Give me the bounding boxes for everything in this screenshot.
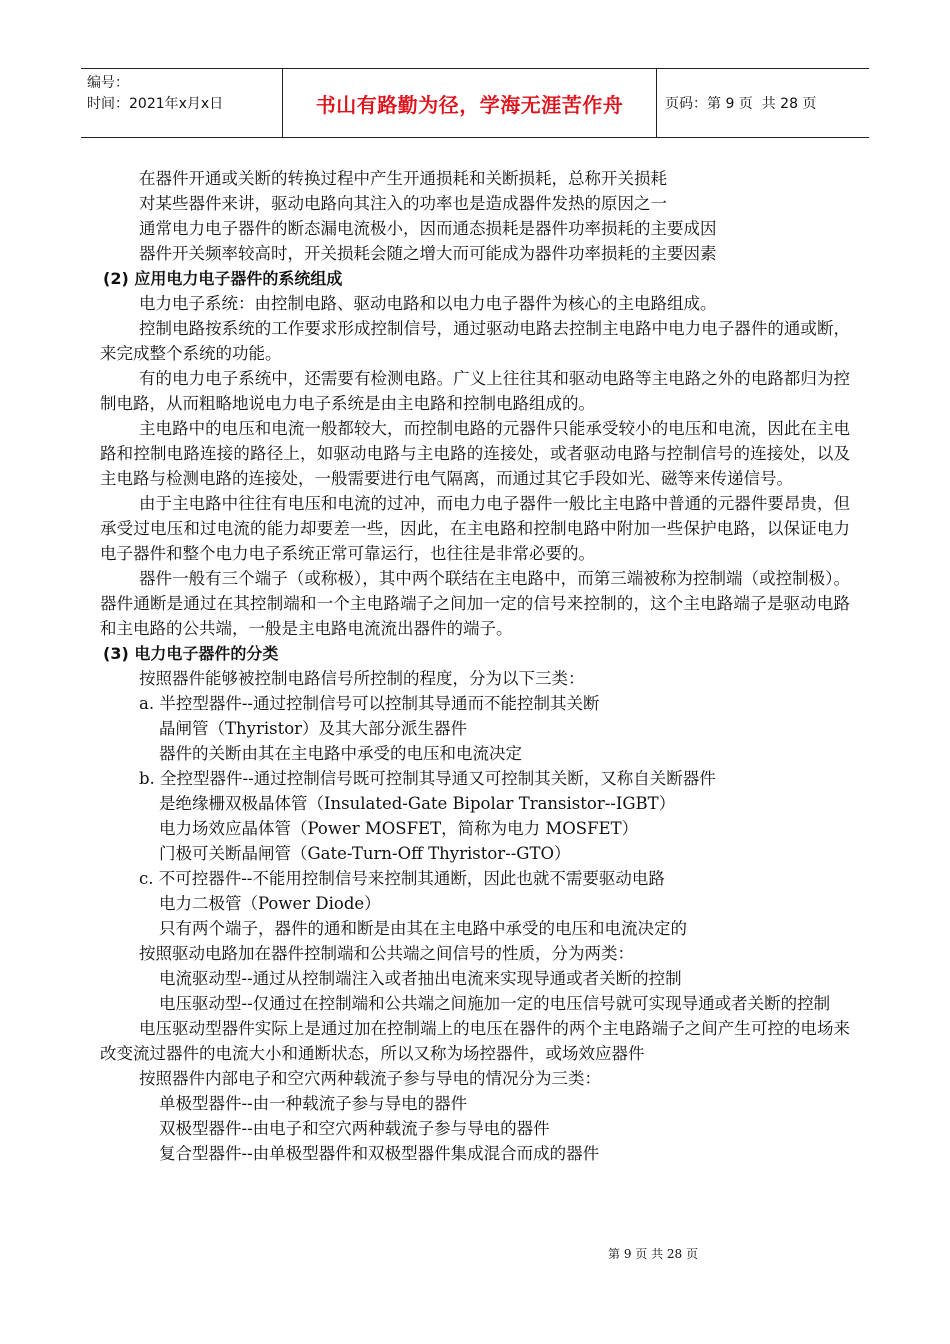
text-line: 器件开关频率较高时，开关损耗会随之增大而可能成为器件功率损耗的主要因素: [139, 244, 717, 263]
time-label: 时间：2021年x月x日: [87, 96, 224, 112]
header-meta: [81, 69, 283, 137]
paragraph: 有的电力电子系统中，还需要有检测电路。广义上往往其和驱动电路等主电路之外的电路都归为控制电路，从而粗略地说电力电子系统是由主电路和控制电路组成的。: [100, 369, 850, 413]
list-item-detail: 电流驱动型--通过从控制端注入或者抽出电流来实现导通或者关断的控制: [159, 969, 682, 988]
list-item-detail: 复合型器件--由单极型器件和双极型器件集成混合而成的器件: [159, 1144, 600, 1163]
paragraph: 器件一般有三个端子（或称极），其中两个联结在主电路中，而第三端被称为控制端（或控制极）。器件通断是通过在其控制端和一个主电路端子之间加一定的信号来控制的，这个主电路端子是驱动电路和主电路的公共端，一般是主电路电流流出器件的端子。: [100, 569, 850, 638]
list-item-detail: 晶闸管（Thyristor）及其大部分派生器件: [159, 719, 468, 738]
paragraph: 电压驱动型--仅通过在控制端和公共端之间施加一定的电压信号就可实现导通或者关断的控制: [159, 994, 831, 1013]
paragraph: 电压驱动型器件实际上是通过加在控制端上的电压在器件的两个主电路端子之间产生可控的电场来改变流过器件的电流大小和通断状态，所以又称为场控器件，或场效应器件: [100, 1019, 850, 1063]
paragraph: 由于主电路中往往有电压和电流的过冲，而电力电子器件一般比主电路中普通的元器件要昂贵，但承受过电压和过电流的能力却要差一些，因此，在主电路和控制电路中附加一些保护电路，以保证电力电子器件和整个电力电子系统正常可靠运行，也往往是非常必要的。: [100, 494, 850, 563]
text-line: 在器件开通或关断的转换过程中产生开通损耗和关断损耗，总称开关损耗: [139, 169, 667, 188]
page-info-text: 页码：第 9 页 共 28 页: [665, 96, 817, 112]
list-item-detail: 器件的关断由其在主电路中承受的电压和电流决定: [159, 744, 522, 763]
list-item-detail: 是绝缘栅双极晶体管（Insulated-Gate Bipolar Transistor--IGBT）: [159, 794, 676, 813]
text-line: 按照驱动电路加在器件控制端和公共端之间信号的性质，分为两类：: [139, 944, 634, 963]
text-line: 通常电力电子器件的断态漏电流极小，因而通态损耗是器件功率损耗的主要成因: [139, 219, 717, 238]
list-item-detail: 电力场效应晶体管（Power MOSFET，简称为电力 MOSFET）: [159, 819, 639, 838]
list-item-detail: 双极型器件--由电子和空穴两种载流子参与导电的器件: [159, 1119, 550, 1138]
section-heading: (2) 应用电力电子器件的系统组成: [103, 269, 343, 288]
text-line: 按照器件内部电子和空穴两种载流子参与导电的情况分为三类：: [139, 1069, 601, 1088]
page-header: [81, 68, 869, 138]
list-item-detail: 电力二极管（Power Diode）: [159, 894, 381, 913]
number-label: 编号：: [87, 75, 129, 91]
paragraph: 控制电路按系统的工作要求形成控制信号，通过驱动电路去控制主电路中电力电子器件的通或断，来完成整个系统的功能。: [100, 319, 850, 363]
list-item-detail: 门极可关断晶闸管（Gate-Turn-Off Thyristor--GTO）: [159, 844, 571, 863]
header-page-info: [657, 69, 869, 137]
list-item-title: a. 半控型器件--通过控制信号可以控制其导通而不能控制其关断: [139, 694, 600, 713]
text-line: 按照器件能够被控制电路信号所控制的程度，分为以下三类：: [139, 669, 585, 688]
document-body: [100, 166, 850, 1166]
list-item-detail: 单极型器件--由一种载流子参与导电的器件: [159, 1094, 468, 1113]
text-line: 对某些器件来讲，驱动电路向其注入的功率也是造成器件发热的原因之一: [139, 194, 667, 213]
page-footer: 第 9 页 共 28 页: [608, 1247, 698, 1261]
list-item-detail: 只有两个端子，器件的通和断是由其在主电路中承受的电压和电流决定的: [159, 919, 687, 938]
header-motto: 书山有路勤为径，学海无涯苦作舟: [283, 69, 657, 137]
section-heading: (3) 电力电子器件的分类: [103, 644, 279, 663]
list-item-title: b. 全控型器件--通过控制信号既可控制其导通又可控制其关断，又称自关断器件: [139, 769, 716, 788]
paragraph: 电力电子系统：由控制电路、驱动电路和以电力电子器件为核心的主电路组成。: [139, 294, 717, 313]
paragraph: 主电路中的电压和电流一般都较大，而控制电路的元器件只能承受较小的电压和电流，因此在主电路和控制电路连接的路径上，如驱动电路与主电路的连接处，或者驱动电路与控制信号的连接处，以及主电路与检测电路的连接处，一般需要进行电气隔离，而通过其它手段如光、磁等来传递信号。: [100, 419, 850, 488]
list-item-title: c. 不可控器件--不能用控制信号来控制其通断，因此也就不需要驱动电路: [139, 869, 665, 888]
